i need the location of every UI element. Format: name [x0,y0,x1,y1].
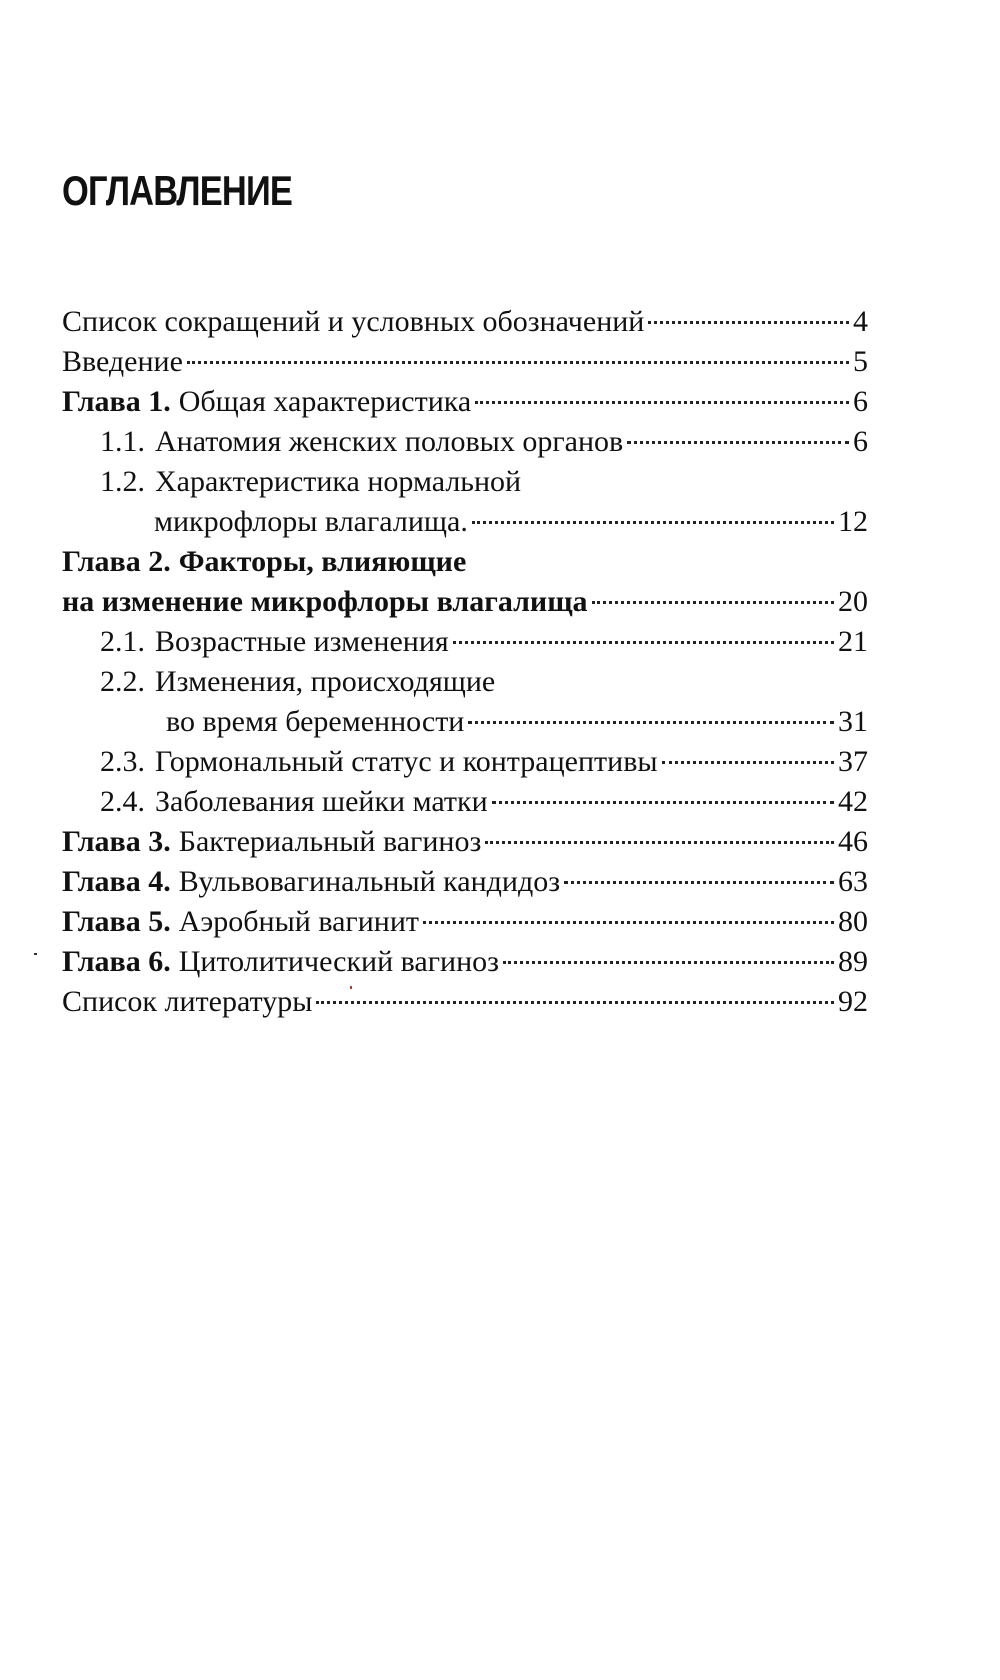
toc-entry-title: во время беременности [166,705,465,738]
toc-entry-title: Анатомия женских половых органов [155,425,624,458]
toc-entry-title: Список сокращений и условных обозначений [62,305,645,338]
toc-page-number: 37 [838,745,868,778]
dot-leader [475,401,849,404]
table-of-contents [62,302,868,1022]
toc-page-number: 6 [853,385,868,418]
chapter-label: Глава 3. [62,825,171,858]
toc-entry-title: Вульвовагинальный кандидоз [178,865,561,898]
toc-entry-section-2-3 [62,742,868,782]
dot-leader [648,321,849,324]
toc-entry-references [62,982,868,1022]
dot-leader [592,601,834,604]
scan-speck [34,953,37,955]
dot-leader [485,841,834,844]
dot-leader [503,961,834,964]
toc-entry-title: Возрастные изменения [155,625,449,658]
toc-entry-section-2-2 [62,662,868,702]
chapter-label: Глава 5. [62,905,171,938]
section-number: 1.2. [100,465,145,498]
toc-entry-introduction [62,342,868,382]
toc-page-number: 89 [838,945,868,978]
toc-entry-chapter-4 [62,862,868,902]
section-number: 2.2. [100,665,145,698]
toc-entry-chapter-3 [62,822,868,862]
dot-leader [627,441,849,444]
toc-entry-title: Общая характеристика [178,385,472,418]
dot-leader [492,801,834,804]
dot-leader [472,521,834,524]
toc-entry-title: Заболевания шейки матки [155,785,488,818]
dot-leader [423,921,834,924]
toc-entry-chapter-2-continued [62,582,868,622]
toc-entry-title: Характеристика нормальной [155,465,522,498]
chapter-label: Глава 4. [62,865,171,898]
chapter-label: Глава 2. [62,545,171,578]
chapter-label: Глава 1. [62,385,171,418]
toc-page-number: 63 [838,865,868,898]
toc-entry-section-2-4 [62,782,868,822]
toc-page-number: 5 [853,345,868,378]
toc-page-number: 31 [838,705,868,738]
section-number: 2.3. [100,745,145,778]
scan-speck [350,986,352,989]
section-number: 1.1. [100,425,145,458]
toc-page-number: 12 [838,505,868,538]
toc-page-number: 21 [838,625,868,658]
toc-entry-section-2-2-continued [62,702,868,742]
section-number: 2.1. [100,625,145,658]
toc-entry-chapter-1 [62,382,868,422]
dot-leader [468,721,834,724]
toc-page-number: 20 [838,585,868,618]
dot-leader [316,1001,834,1004]
dot-leader [564,881,834,884]
toc-entry-title: Изменения, происходящие [155,665,496,698]
toc-entry-title: Гормональный статус и контрацептивы [155,745,658,778]
toc-page-number: 80 [838,905,868,938]
chapter-label: Глава 6. [62,945,171,978]
toc-page-number: 42 [838,785,868,818]
toc-page-number: 92 [838,985,868,1018]
dot-leader [187,361,849,364]
toc-entry-title: Факторы, влияющие [178,545,467,578]
toc-page-number: 46 [838,825,868,858]
toc-entry-chapter-2 [62,542,868,582]
toc-entry-section-1-2-continued [62,502,868,542]
toc-entry-title: на изменение микрофлоры влагалища [62,585,588,618]
toc-entry-chapter-6 [62,942,868,982]
toc-entry-title: Бактериальный вагиноз [178,825,482,858]
toc-entry-title: Список литературы [62,985,313,1018]
toc-entry-title: Цитолитический вагиноз [178,945,499,978]
page-heading: ОГЛАВЛЕНИЕ [62,167,293,214]
section-number: 2.4. [100,785,145,818]
toc-entry-title: Введение [62,345,183,378]
toc-entry-section-1-1 [62,422,868,462]
toc-page-number: 4 [853,305,868,338]
toc-entry-abbreviations [62,302,868,342]
toc-entry-title: Аэробный вагинит [178,905,419,938]
toc-entry-section-1-2 [62,462,868,502]
toc-entry-section-2-1 [62,622,868,662]
dot-leader [453,641,834,644]
toc-entry-chapter-5 [62,902,868,942]
toc-entry-title: микрофлоры влагалища. [154,505,468,538]
toc-page-number: 6 [853,425,868,458]
dot-leader [662,761,834,764]
